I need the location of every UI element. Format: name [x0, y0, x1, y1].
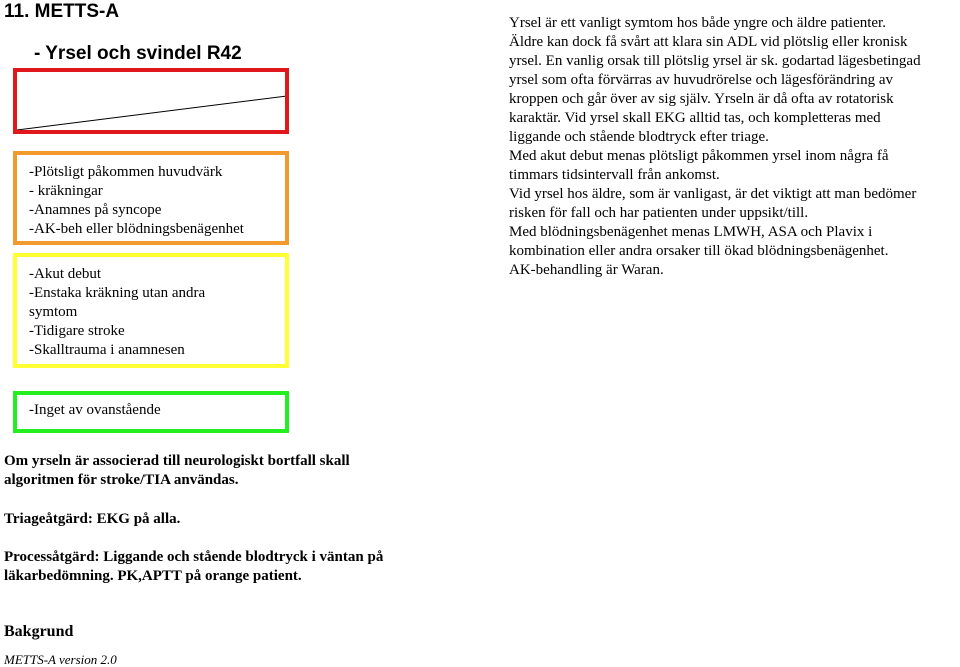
page-heading: 11. METTS-A	[4, 1, 120, 22]
footer-version: METTS-A version 2.0	[4, 652, 117, 667]
orange-item: -Anamnes på syncope	[29, 202, 162, 218]
process-action	[4, 548, 444, 586]
red-box-diagonal-line	[17, 72, 285, 130]
neuro-instruction	[4, 452, 424, 490]
neuro-line: algoritmen för stroke/TIA användas.	[4, 472, 239, 488]
yellow-item: symtom	[29, 304, 78, 320]
description-line: risken för fall och har patienten under uppsikt/till.	[509, 205, 809, 221]
description-line: AK-behandling är Waran.	[509, 262, 664, 278]
yellow-triage-box	[13, 253, 289, 368]
orange-item: - kräkningar	[29, 183, 103, 199]
description-line: liggande och stående blodtryck efter triage.	[509, 129, 769, 145]
description-line: yrsel som ofta förvärras av huvudrörelse och lägesförändring av	[509, 72, 894, 88]
description-line: timmars tidsintervall från ankomst.	[509, 167, 720, 183]
yellow-item: -Tidigare stroke	[29, 323, 125, 339]
orange-triage-box	[13, 151, 289, 245]
background-label: Bakgrund	[4, 623, 74, 640]
green-item: -Inget av ovanstående	[29, 402, 161, 418]
description-line: kroppen och går över av sig själv. Yrseln är då ofta av rotatorisk	[509, 91, 894, 107]
neuro-line: Om yrseln är associerad till neurologiskt bortfall skall	[4, 453, 350, 469]
description-line: Med akut debut menas plötsligt påkommen yrsel inom några få	[509, 148, 889, 164]
description-text	[509, 14, 954, 280]
process-line: Processåtgärd: Liggande och stående blodtryck i väntan på	[4, 549, 384, 565]
orange-item: -Plötsligt påkommen huvudvärk	[29, 164, 223, 180]
description-line: Vid yrsel hos äldre, som är vanligast, är det viktigt att man bedömer	[509, 186, 917, 202]
red-triage-box	[13, 68, 289, 134]
orange-item: -AK-beh eller blödningsbenägenhet	[29, 221, 244, 237]
description-line: kombination eller andra orsaker till ökad blödningsbenägenhet.	[509, 243, 889, 259]
description-line: karaktär. Vid yrsel skall EKG alltid tas, och kompletteras med	[509, 110, 881, 126]
page-subheading: - Yrsel och svindel R42	[34, 43, 242, 64]
yellow-item: -Enstaka kräkning utan andra	[29, 285, 206, 301]
triage-action: Triageåtgärd: EKG på alla.	[4, 511, 181, 527]
yellow-item: -Skalltrauma i anamnesen	[29, 342, 185, 358]
description-line: Yrsel är ett vanligt symtom hos både yngre och äldre patienter.	[509, 15, 886, 31]
description-line: Äldre kan dock få svårt att klara sin ADL vid plötslig eller kronisk	[509, 34, 908, 50]
yellow-item: -Akut debut	[29, 266, 102, 282]
description-line: yrsel. En vanlig orsak till plötslig yrsel är sk. godartad lägesbetingad	[509, 53, 921, 69]
process-line: läkarbedömning. PK,APTT på orange patient.	[4, 568, 302, 584]
green-triage-box	[13, 391, 289, 433]
description-line: Med blödningsbenägenhet menas LMWH, ASA och Plavix i	[509, 224, 873, 240]
